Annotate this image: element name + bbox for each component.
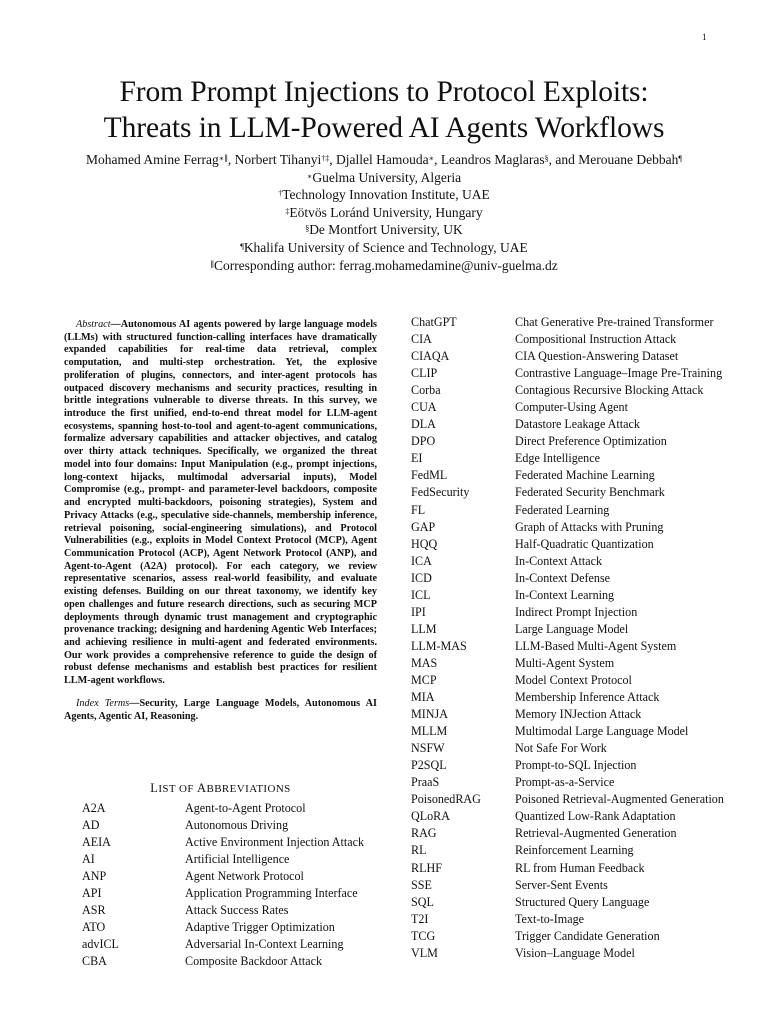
abbreviation-term: VLM xyxy=(411,945,438,960)
abbreviation-row xyxy=(411,536,724,553)
abbreviation-definition: In-Context Learning xyxy=(515,587,615,602)
abbreviation-definition: Autonomous Driving xyxy=(185,818,289,833)
abbreviation-row xyxy=(82,800,364,817)
abbreviation-term: ICD xyxy=(411,570,432,585)
abbreviation-definition: Trigger Candidate Generation xyxy=(515,928,660,943)
abbreviation-term: FedSecurity xyxy=(411,485,470,500)
abbreviation-term: A2A xyxy=(82,801,106,815)
abbreviation-definition: Datastore Leakage Attack xyxy=(515,417,640,432)
abbreviation-definition: Quantized Low-Rank Adaptation xyxy=(515,809,676,824)
abbreviation-definition: Adaptive Trigger Optimization xyxy=(185,920,335,935)
abstract-label: Abstract xyxy=(76,319,111,330)
abbreviation-term: MINJA xyxy=(411,707,448,722)
abbreviation-row xyxy=(411,484,724,501)
abstract-paragraph xyxy=(64,319,377,688)
abbreviation-definition: Not Safe For Work xyxy=(515,741,607,756)
abbreviation-row xyxy=(411,791,724,808)
abbreviation-row xyxy=(411,553,724,570)
affiliation xyxy=(0,257,768,275)
affiliation-text: Guelma University, Algeria xyxy=(312,169,462,185)
abbreviation-definition: Memory INJection Attack xyxy=(515,707,642,722)
abbreviation-term: CIAQA xyxy=(411,349,450,364)
abbreviation-term: CBA xyxy=(82,954,107,969)
abbreviation-row xyxy=(411,689,724,706)
abbreviation-row xyxy=(411,416,724,433)
abbreviation-term: PoisonedRAG xyxy=(411,792,481,807)
affiliation xyxy=(0,186,768,204)
abbreviation-term: ICL xyxy=(411,587,431,602)
abbreviation-row xyxy=(411,860,724,877)
abbreviation-row xyxy=(82,953,364,970)
abbreviation-term: RLHF xyxy=(411,860,442,875)
abbreviation-definition: Chat Generative Pre-trained Transformer xyxy=(515,315,714,329)
affiliation xyxy=(0,239,768,257)
abbreviation-term: ASR xyxy=(82,903,106,918)
index-terms-text: —Security, Large Language Models, Autonomous AI Agents, Agentic AI, Reasoning. xyxy=(64,697,377,722)
affiliation-text: Corresponding author: ferrag.mohamedamine@univ-guelma.dz xyxy=(213,257,558,273)
abbreviations-table-right xyxy=(411,314,724,962)
affiliation-text: Khalifa University of Science and Technology, UAE xyxy=(243,239,528,255)
abbreviation-definition: CIA Question-Answering Dataset xyxy=(515,349,679,364)
abbreviation-row xyxy=(411,842,724,859)
abbreviation-definition: Multi-Agent System xyxy=(515,655,615,670)
abbreviation-row xyxy=(411,433,724,450)
title-line-2: Threats in LLM-Powered AI Agents Workflows xyxy=(103,112,665,144)
abbreviation-definition: Contagious Recursive Blocking Attack xyxy=(515,383,704,398)
abbreviation-definition: Membership Inference Attack xyxy=(515,690,660,705)
abbreviation-row xyxy=(82,868,364,885)
abbreviation-definition: In-Context Defense xyxy=(515,570,611,585)
abbreviation-row xyxy=(411,706,724,723)
abbreviation-term: LLM-MAS xyxy=(411,638,467,653)
abbreviation-definition: Vision–Language Model xyxy=(515,945,635,960)
affiliation-mark: ∥ xyxy=(210,259,214,269)
affiliation-mark: § xyxy=(305,224,310,234)
abbreviation-term: AD xyxy=(82,818,100,833)
abbreviation-row xyxy=(411,570,724,587)
abbreviation-term: QLoRA xyxy=(411,809,450,824)
abbreviation-term: API xyxy=(82,886,102,901)
affiliation-text: Technology Innovation Institute, UAE xyxy=(282,187,490,203)
abbreviation-row xyxy=(411,945,724,962)
abbreviation-term: AI xyxy=(82,852,95,867)
abbreviation-term: RAG xyxy=(411,826,437,841)
abbreviation-definition: Poisoned Retrieval-Augmented Generation xyxy=(515,792,724,807)
affiliation-mark: † xyxy=(278,189,283,199)
abbreviation-row xyxy=(411,723,724,740)
affiliation-mark: ∗ xyxy=(306,171,313,181)
affiliation xyxy=(0,204,768,222)
abbreviation-definition: Composite Backdoor Attack xyxy=(185,954,323,969)
abbreviation-term: MIA xyxy=(411,690,435,705)
abbreviation-definition: Indirect Prompt Injection xyxy=(515,604,638,619)
abbreviation-definition: Text-to-Image xyxy=(515,911,584,926)
index-terms-paragraph xyxy=(64,698,377,723)
abbreviation-row xyxy=(411,672,724,689)
abbreviation-definition: Application Programming Interface xyxy=(185,886,358,901)
author-2: , Norbert Tihanyi xyxy=(227,152,322,167)
index-terms-label: Index Terms xyxy=(76,697,130,709)
abbreviation-definition: Agent-to-Agent Protocol xyxy=(185,801,306,815)
affiliation-text: Eötvös Loránd University, Hungary xyxy=(289,204,483,220)
affiliation xyxy=(0,221,768,239)
abbreviation-definition: Federated Learning xyxy=(515,502,610,517)
abbreviation-definition: LLM-Based Multi-Agent System xyxy=(515,638,677,653)
title-line-1: From Prompt Injections to Protocol Exploits: xyxy=(119,76,649,108)
abbreviation-row xyxy=(82,936,364,953)
abbreviation-definition: Model Context Protocol xyxy=(515,672,632,687)
author-5-marks: ¶ xyxy=(678,154,682,163)
abbreviation-term: CUA xyxy=(411,400,437,415)
abbreviation-term: ICA xyxy=(411,553,432,568)
abbreviation-row xyxy=(411,331,724,348)
abbreviation-row xyxy=(411,825,724,842)
abbreviation-row xyxy=(411,808,724,825)
abbreviation-definition: RL from Human Feedback xyxy=(515,860,645,875)
abbreviation-definition: Direct Preference Optimization xyxy=(515,434,667,449)
abbreviation-row xyxy=(82,817,364,834)
abbreviation-row xyxy=(411,519,724,536)
abbreviation-definition: Prompt-to-SQL Injection xyxy=(515,758,637,773)
abbreviation-definition: Contrastive Language–Image Pre-Training xyxy=(515,366,723,381)
abbreviation-definition: Edge Intelligence xyxy=(515,451,600,466)
abbreviation-definition: Artificial Intelligence xyxy=(185,852,290,867)
abbreviation-definition: Federated Machine Learning xyxy=(515,468,655,483)
author-block xyxy=(0,151,768,274)
author-1-marks: ∗∥ xyxy=(218,154,228,163)
abbreviation-definition: Multimodal Large Language Model xyxy=(515,724,689,739)
abbreviation-row xyxy=(411,467,724,484)
abbreviation-definition: Adversarial In-Context Learning xyxy=(185,937,344,952)
abbreviation-row xyxy=(411,382,724,399)
abbreviation-row xyxy=(411,894,724,911)
abbreviation-term: NSFW xyxy=(411,741,445,756)
abbreviation-term: ANP xyxy=(82,869,107,884)
abbreviation-term: T2I xyxy=(411,911,429,926)
abbreviation-definition: Retrieval-Augmented Generation xyxy=(515,826,677,841)
abbreviation-term: RL xyxy=(411,843,427,858)
abbreviation-term: IPI xyxy=(411,604,426,619)
abbreviation-row xyxy=(411,928,724,945)
abbreviation-term: HQQ xyxy=(411,536,438,551)
abbreviation-term: LLM xyxy=(411,621,437,636)
abbreviation-row xyxy=(411,638,724,655)
abbreviation-term: DPO xyxy=(411,434,436,449)
abbreviation-definition: Graph of Attacks with Pruning xyxy=(515,519,664,534)
abbreviation-row xyxy=(411,621,724,638)
abbreviation-row xyxy=(411,740,724,757)
abbreviation-row xyxy=(411,348,724,365)
abbreviations-heading: LIST OF ABBREVIATIONS xyxy=(150,781,291,795)
abbreviation-term: MCP xyxy=(411,672,437,687)
abbreviation-term: GAP xyxy=(411,519,436,534)
abbreviation-term: MLLM xyxy=(411,724,448,739)
abbreviation-term: CLIP xyxy=(411,366,438,381)
abbreviation-term: AEIA xyxy=(82,835,111,850)
abbreviation-row xyxy=(411,314,724,331)
abbreviation-definition: Large Language Model xyxy=(515,621,629,636)
abbreviation-definition: In-Context Attack xyxy=(515,553,602,568)
abbreviation-term: ChatGPT xyxy=(411,315,457,329)
abbreviation-term: P2SQL xyxy=(411,758,447,773)
affiliation xyxy=(0,169,768,187)
abbreviation-definition: Active Environment Injection Attack xyxy=(185,835,365,850)
abbreviation-row xyxy=(82,902,364,919)
abbreviation-row xyxy=(411,365,724,382)
abbreviation-term: DLA xyxy=(411,417,436,432)
abbreviation-term: TCG xyxy=(411,928,436,943)
page-number: 1 xyxy=(702,32,707,42)
author-5: , and Merouane Debbah xyxy=(548,152,679,167)
abbreviation-row xyxy=(411,911,724,928)
abbreviation-definition: Structured Query Language xyxy=(515,894,650,909)
author-3: , Djallel Hamouda xyxy=(329,152,429,167)
paper-title xyxy=(0,74,768,146)
abbreviation-row xyxy=(411,877,724,894)
abbreviation-definition: Agent Network Protocol xyxy=(185,869,304,884)
abbreviation-row xyxy=(82,919,364,936)
abbreviation-term: CIA xyxy=(411,332,432,347)
abbreviation-row xyxy=(411,655,724,672)
abbreviation-row xyxy=(411,450,724,467)
abstract-text: —Autonomous AI agents powered by large language models (LLMs) with structured function-calling interfaces have dramatically expanded capabilities for real-time data retrieval, complex computation, and multi-step orchestration. Yet, the explosive proliferation of plugins, connectors, and inter-agent protocols has outpaced discovery mechanisms and security practices, resulting in brittle integrations vulnerable to diverse threats. In this survey, we introduce the first unified, end-to-end threat model for LLM-agent ecosystems, spanning host-to-tool and agent-to-agent communications, formalize adversary capabilities and attacker objectives, and catalog over thirty attack techniques. Specifically, we organized the threat model into four domains: Input Manipulation (e.g., prompt injections, long-context hijacks, multimodal adversarial inputs), Model Compromise (e.g., prompt- and parameter-level backdoors, composite and encrypted multi-backdoors, poisoning strategies), System and Privacy Attacks (e.g., speculative side-channels, membership inference, retrieval poisoning, social-engineering simulations), and Protocol Vulnerabilities (e.g., exploits in Model Context Protocol (MCP), Agent Communication Protocol (ACP), Agent Network Protocol (ANP), and Agent-to-Agent (A2A) protocol). For each category, we review representative scenarios, assess real-world feasibility, and evaluate existing defenses. Building on our threat taxonomy, we identify key open challenges and future research directions, such as securing MCP deployments through dynamic trust management and cryptographic provenance tracking; designing and hardening Agentic Web Interfaces; and achieving resilience in multi-agent and federated environments. Our work provides a comprehensive reference to guide the design of robust defense mechanisms and establish best practices for resilient LLM-agent workflows. xyxy=(64,319,377,687)
abbreviation-definition: Prompt-as-a-Service xyxy=(515,775,615,790)
abbreviation-definition: Reinforcement Learning xyxy=(515,843,634,858)
author-1: Mohamed Amine Ferrag xyxy=(86,152,219,167)
affiliation-mark: ‡ xyxy=(285,206,290,216)
abbreviation-row xyxy=(82,851,364,868)
abbreviation-term: FedML xyxy=(411,468,448,483)
abbreviation-definition: Server-Sent Events xyxy=(515,877,608,892)
abbreviation-term: EI xyxy=(411,451,423,466)
abbreviation-definition: Compositional Instruction Attack xyxy=(515,332,677,347)
abbreviation-row xyxy=(82,834,364,851)
abbreviation-term: FL xyxy=(411,502,426,517)
abbreviation-row xyxy=(411,757,724,774)
abbreviation-row xyxy=(411,587,724,604)
affiliation-mark: ¶ xyxy=(240,241,244,251)
abstract-section xyxy=(64,319,377,723)
abbreviations-table-left xyxy=(82,800,364,970)
abbreviation-row xyxy=(411,399,724,416)
author-4-marks: § xyxy=(544,154,549,163)
abbreviation-definition: Federated Security Benchmark xyxy=(515,485,665,500)
abbreviation-row xyxy=(82,885,364,902)
abbreviation-row xyxy=(411,502,724,519)
abbreviation-term: SQL xyxy=(411,894,434,909)
abbreviation-definition: Attack Success Rates xyxy=(185,903,289,918)
author-2-marks: †‡ xyxy=(321,154,330,163)
author-list xyxy=(0,151,768,169)
abbreviation-term: ATO xyxy=(82,920,106,935)
author-4: , Leandros Maglaras xyxy=(434,152,545,167)
affiliation-text: De Montfort University, UK xyxy=(309,222,463,238)
abbreviation-row xyxy=(411,604,724,621)
abbreviation-row xyxy=(411,774,724,791)
abbreviation-term: SSE xyxy=(411,877,432,892)
abbreviation-term: MAS xyxy=(411,655,438,670)
abbreviation-definition: Half-Quadratic Quantization xyxy=(515,536,654,551)
abbreviation-term: advICL xyxy=(82,937,119,952)
abbreviation-definition: Computer-Using Agent xyxy=(515,400,628,415)
author-3-marks: ∗ xyxy=(428,154,435,163)
abbreviation-term: PraaS xyxy=(411,775,440,790)
abbreviation-term: Corba xyxy=(411,383,441,398)
